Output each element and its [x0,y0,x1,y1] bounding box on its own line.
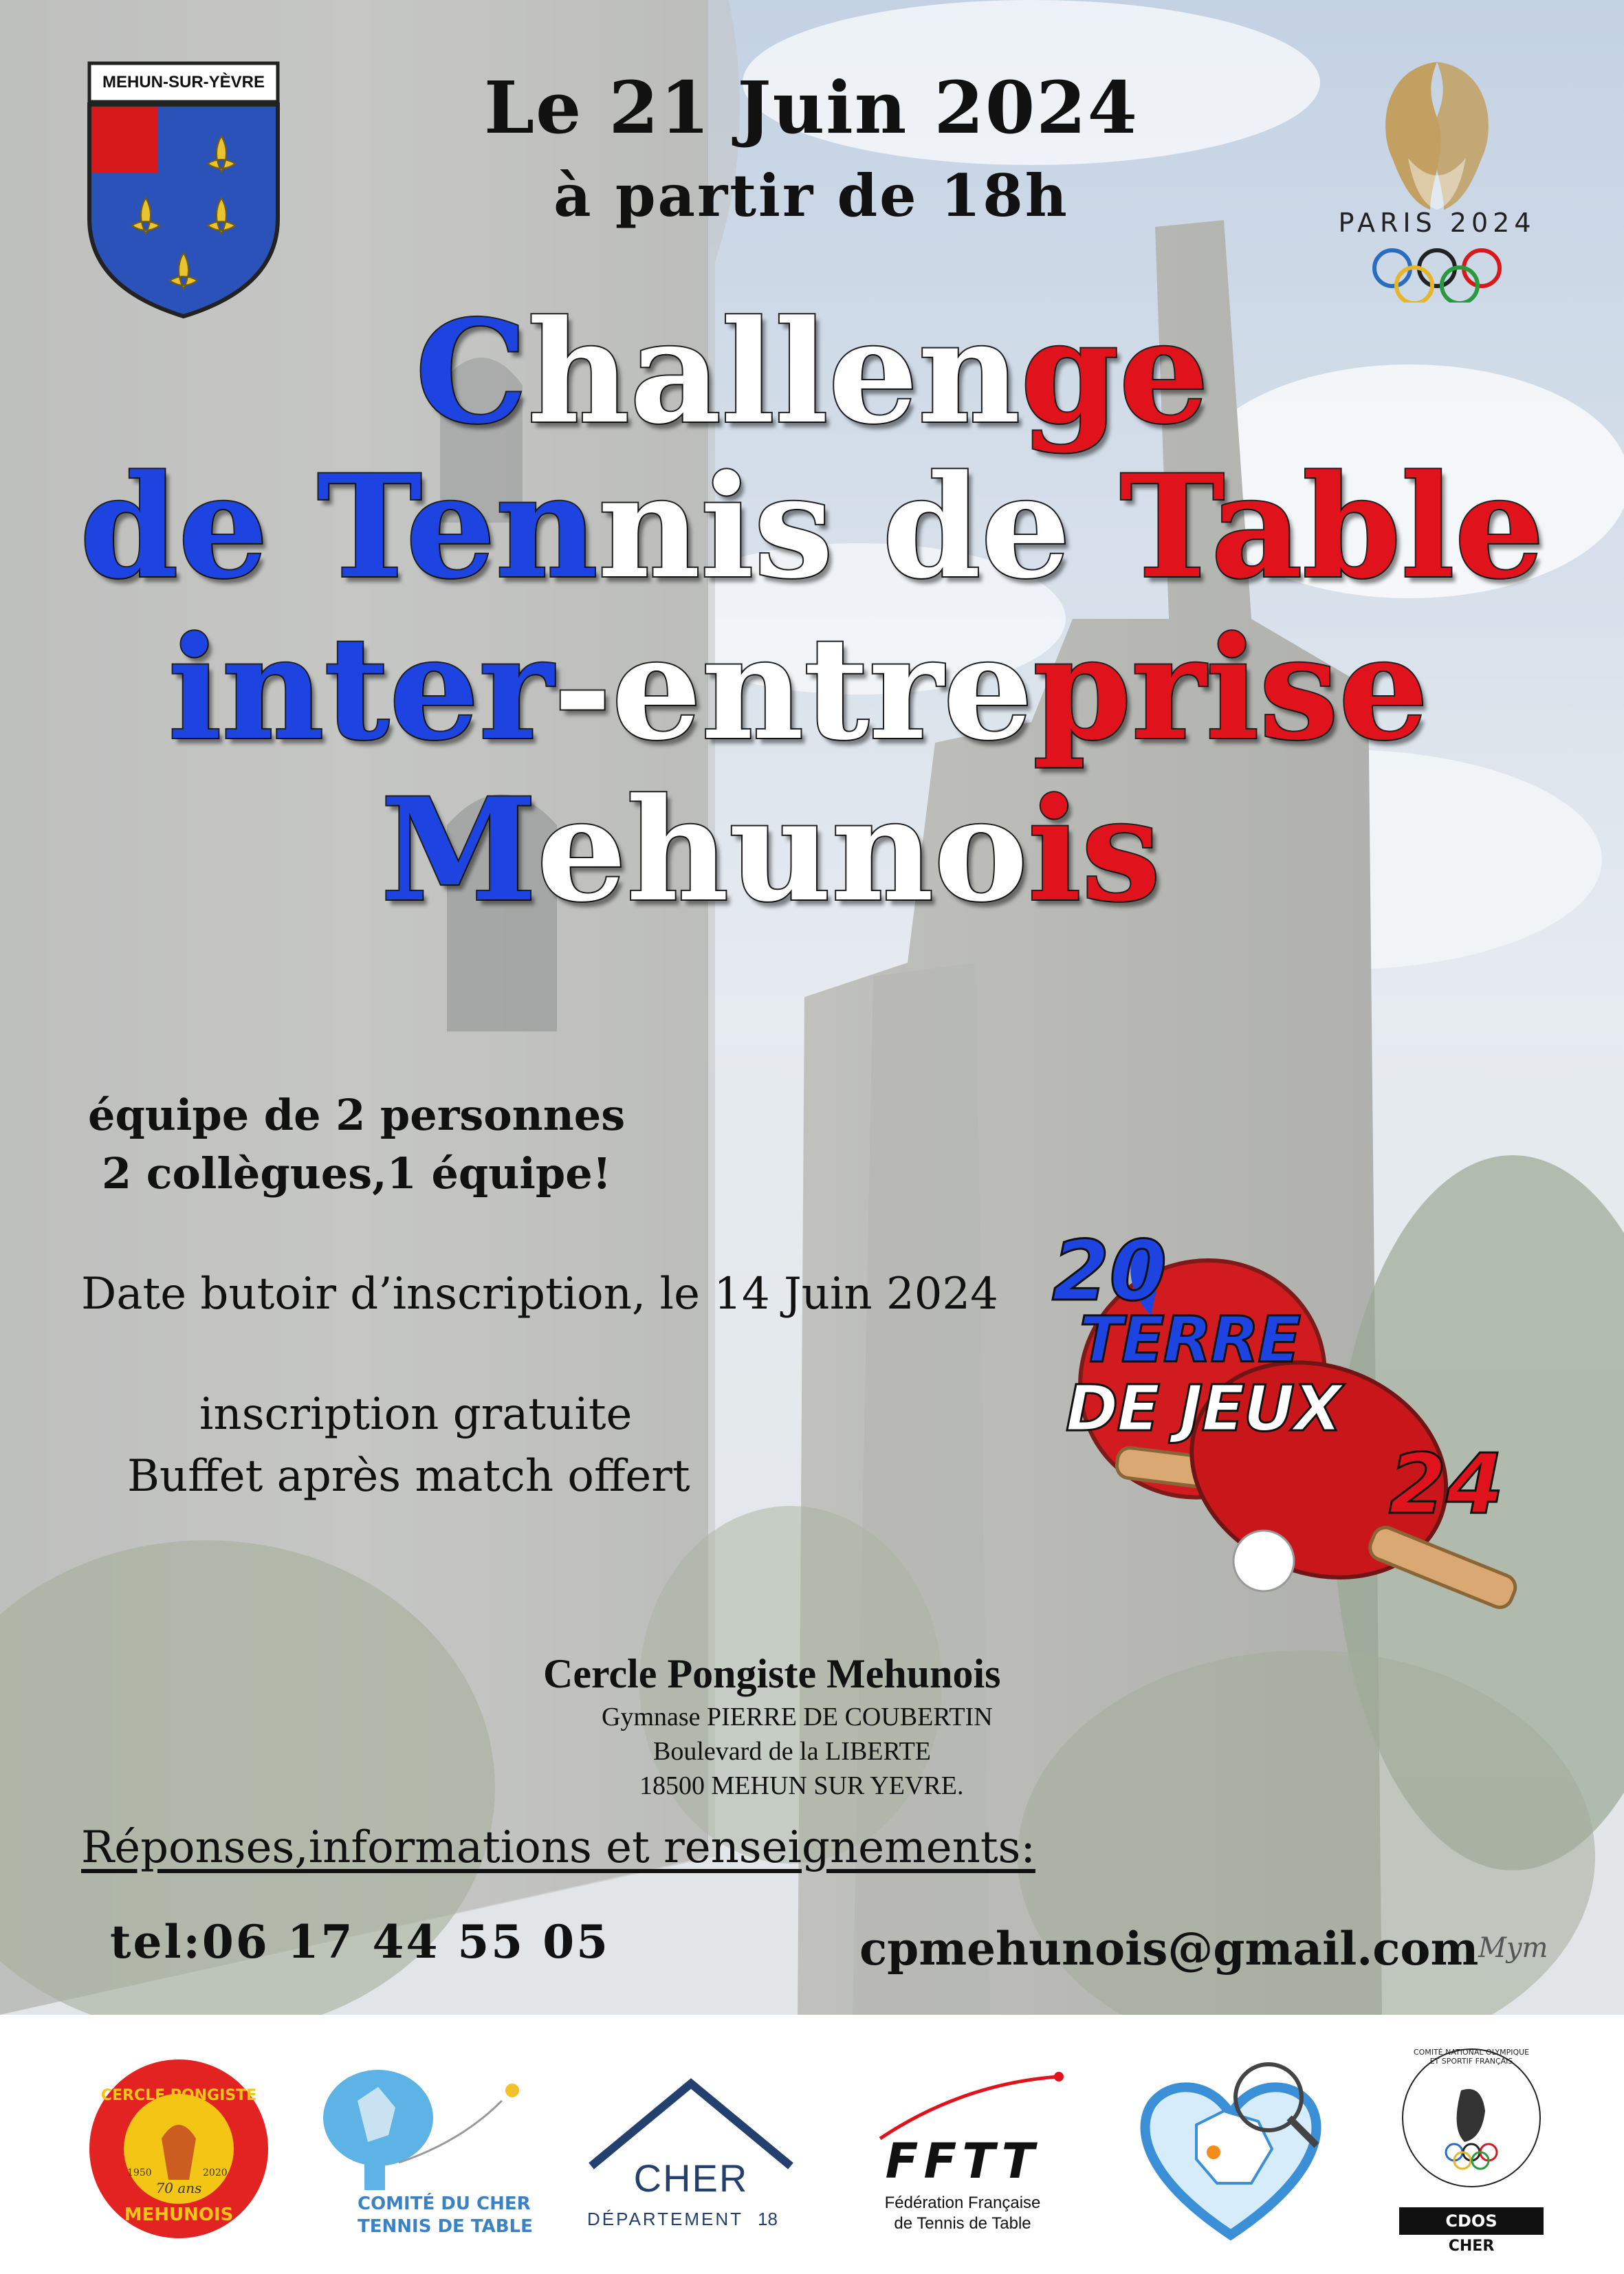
cdos-label: CDOS [1399,2207,1544,2235]
cdos-cher-logo [1396,2042,1547,2262]
title-segment: inter [168,606,553,772]
title-segment: M [380,768,537,933]
terre-de-jeux-logo [1004,1210,1540,1623]
free-registration-text: inscription gratuite [199,1389,633,1440]
comite-line1: COMITÉ DU CHER [358,2194,531,2214]
title-segment: Ten [317,445,598,610]
france-heart-logo [1121,2049,1341,2249]
cher-word: CHER [633,2156,749,2200]
title-segment: ge [1020,290,1209,455]
venue-street: Boulevard de la LIBERTE [653,1737,931,1766]
cnosf-ring-text: COMITÉ NATIONAL OLYMPIQUE ET SPORTIF FRANÇAIS [1413,2048,1530,2066]
comite-cher-logo [316,2053,536,2245]
cpm-years-right: 2020 [203,2167,228,2178]
cdos-sublabel: CHER [1448,2238,1495,2255]
title-segment: C [415,290,528,455]
phone-number[interactable]: tel:06 17 44 55 05 [110,1915,611,1969]
venue-city: 18500 MEHUN SUR YEVRE. [639,1771,964,1800]
cpm-top-text: CERCLE PONGISTE [100,2087,257,2104]
team-slogan-text: 2 collègues,1 équipe! [102,1148,611,1199]
title-segment: ehuno [536,768,1028,933]
title-segment: de [80,445,318,610]
fftt-letters: FFTT [885,2133,1040,2189]
title-segment: hallen [527,290,1021,455]
title-line-tennis-de-table [0,445,1624,610]
email-address[interactable]: cpmehunois@gmail.com [859,1922,1479,1976]
paris-2024-text: PARIS 2024 [1338,208,1536,238]
cpm-anniversary: 70 ans [155,2180,202,2196]
fftt-line2: de Tennis de Table [894,2214,1031,2233]
fftt-line1: Fédération Française [884,2194,1041,2212]
contact-heading: Réponses,informations et renseignements: [81,1822,1035,1873]
title-line-challenge [0,290,1624,455]
signature: Mym [1478,1932,1548,1964]
cercle-pongiste-logo [86,2056,272,2242]
title-line-mehunois [0,768,1583,933]
mehun-crest-logo [84,61,283,322]
cher-departement-logo [578,2077,804,2242]
cpm-years-left: 1950 [127,2167,152,2178]
team-size-text: équipe de 2 personnes [88,1090,626,1140]
fftt-logo [853,2070,1073,2242]
paris-2024-logo [1327,55,1547,303]
cher-number: 18 [758,2209,778,2229]
footer-logo-bar [0,2015,1624,2274]
comite-line2: TENNIS DE TABLE [358,2216,533,2237]
tdj-line2: DE JEUX [1066,1372,1341,1445]
title-segment: nis de [597,445,1120,610]
club-name: Cercle Pongiste Mehunois [543,1651,1001,1696]
title-segment: is [1027,768,1161,933]
cher-subtitle: DÉPARTEMENT [587,2209,744,2229]
title-segment: Table [1119,445,1544,610]
cpm-bottom-text: MEHUNOIS [124,2205,234,2225]
title-line-inter-entreprise [0,606,1610,772]
venue-gym: Gymnase PIERRE DE COUBERTIN [602,1703,993,1731]
tdj-bottom-number: 24 [1389,1437,1504,1533]
title-segment: prise [1033,606,1429,772]
deadline-text: Date butoir d’inscription, le 14 Juin 2024 [81,1269,998,1320]
buffet-text: Buffet après match offert [127,1451,690,1502]
title-segment: -entre [553,606,1033,772]
event-time: à partir de 18h [553,162,1069,230]
tdj-line1: TERRE [1079,1303,1300,1377]
tdj-top-number: 20 [1052,1224,1167,1320]
crest-label: MEHUN-SUR-YÈVRE [102,73,265,91]
event-date: Le 21 Juin 2024 [483,65,1139,150]
